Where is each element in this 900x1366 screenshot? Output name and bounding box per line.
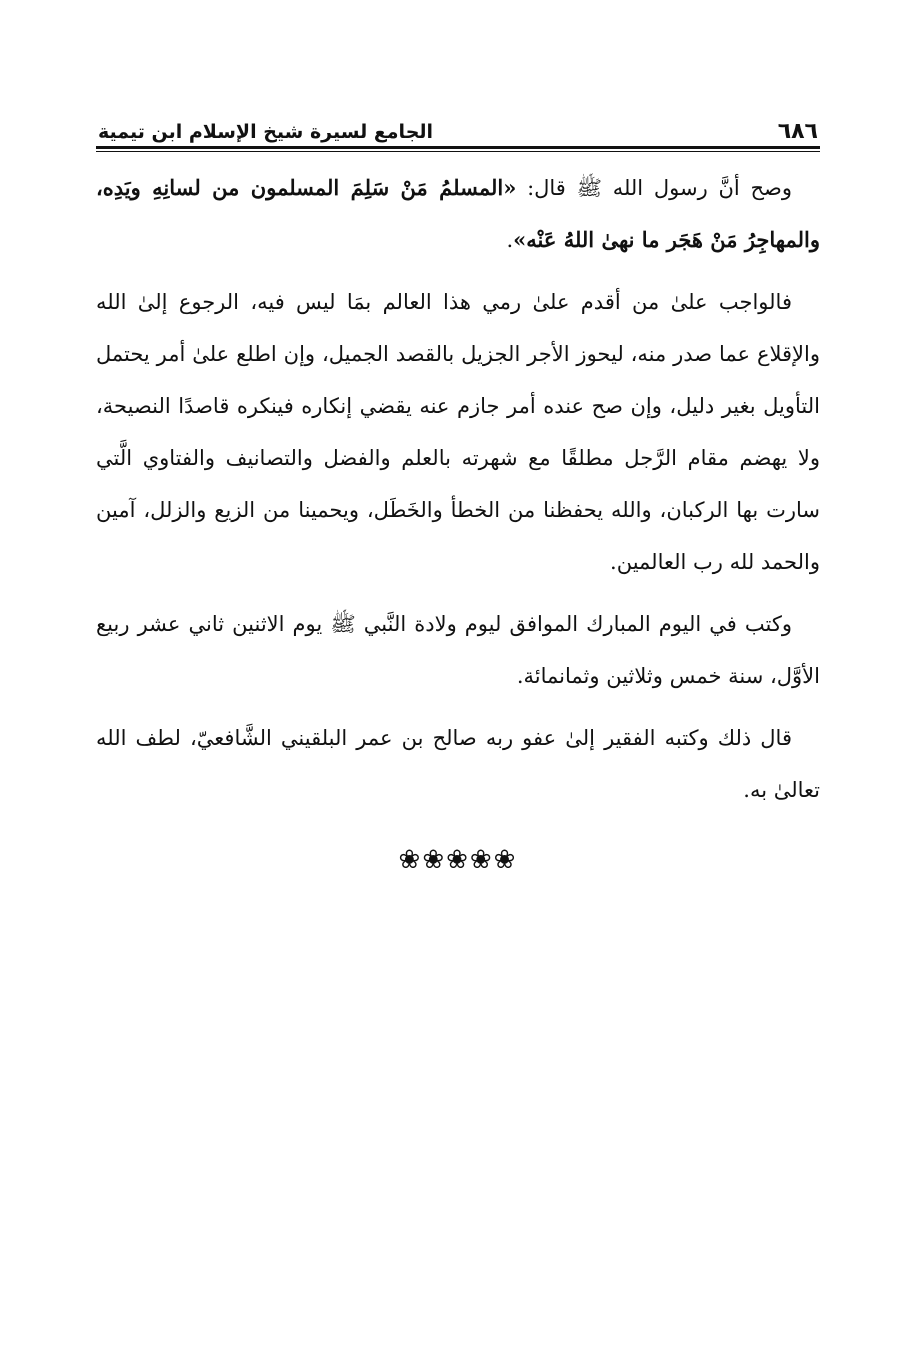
body-text xyxy=(96,162,820,816)
hadith-quote: «المسلمُ مَنْ سَلِمَ المسلمون من لسانِهِ ويَدِه، والمهاجِرُ مَنْ هَجَر ما نهىٰ اللهُ عَنْه» xyxy=(96,175,820,252)
running-title: الجامع لسيرة شيخ الإسلام ابن تيمية xyxy=(98,121,434,143)
hadith-lead: وصح أنَّ رسول الله ﷺ قال: xyxy=(516,176,792,200)
page xyxy=(96,100,820,876)
page-header xyxy=(96,100,820,144)
paragraph-obligation: فالواجب علىٰ من أقدم علىٰ رمي هذا العالم بمَا ليس فيه، الرجوع إلىٰ الله والإقلاع عما صدر منه، ليحوز الأجر الجزيل بالقصد الجميل، وإن اطلع علىٰ أمر يحتمل التأويل بغير دليل، وإن صح عنده أمر جازم عنه يقضي إنكاره فينكره قاصدًا النصيحة، ولا يهضم مقام الرَّجل مطلقًا مع شهرته بالعلم والفضل والتصانيف والفتاوي الَّتي سارت بها الركبان، والله يحفظنا من الخطأ والخَطَل، ويحمينا من الزيع والزلل، آمين والحمد لله رب العالمين. xyxy=(96,290,820,574)
paragraph-date: وكتب في اليوم المبارك الموافق ليوم ولادة النَّبي ﷺ يوم الاثنين ثاني عشر ربيع الأوَّل، سنة خمس وثلاثين وثمانمائة. xyxy=(96,612,820,688)
paragraph-hadith xyxy=(96,162,820,266)
paragraph-signature: قال ذلك وكتبه الفقير إلىٰ عفو ربه صالح بن عمر البلقيني الشَّافعيّ، لطف الله تعالىٰ به. xyxy=(96,726,820,802)
page-number: ٦٨٦ xyxy=(777,119,818,144)
header-rule-thick xyxy=(96,146,820,149)
hadith-tail: . xyxy=(506,228,514,252)
ornament-divider: ❀❀❀❀❀ xyxy=(398,845,518,875)
header-rule-thin xyxy=(96,151,820,152)
